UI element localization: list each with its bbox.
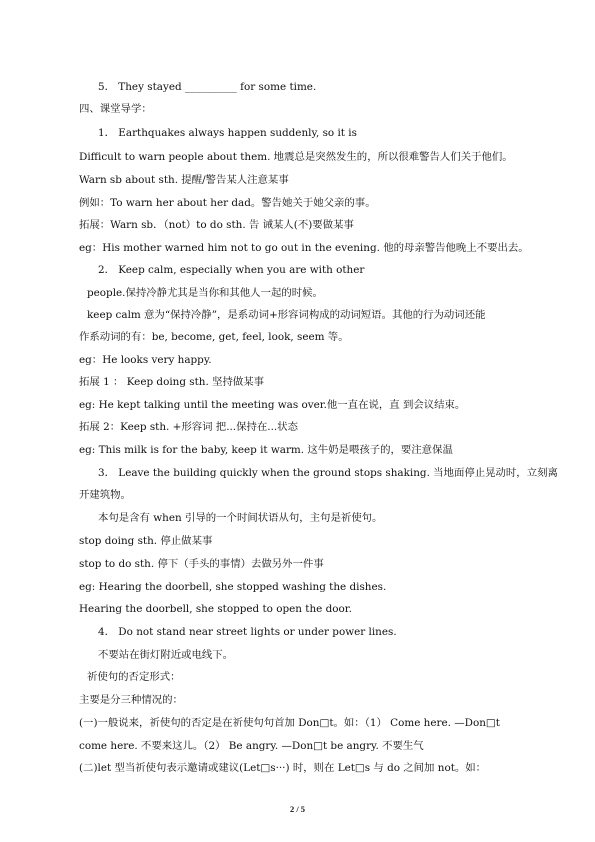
stop-eg-2: Hearing the doorbell, she stopped to open the door. [79,603,352,615]
point-3-sentence-cont: 开建筑物。 [79,489,131,501]
case-1-cont: come here. 不要来这儿。（2） Be angry. —Don□t be angry. 不要生气 [79,740,424,752]
warn-extension: 拓展：Warn sb．（not）to do sth. 告 诫某人(不)要做某事 [79,219,354,231]
point-2-sentence: 2． Keep calm, especially when you are with other [98,264,365,276]
point-3-note: 本句是含有 when 引导的一个时间状语从句，主句是祈使句。 [98,512,383,524]
extension-2-eg: eg: This milk is for the baby, keep it warm. 这牛奶是喂孩子的，要注意保温 [79,444,453,456]
point-1-sentence: 1． Earthquakes always happen suddenly, so it is [98,127,357,139]
exercise-5: 5． They stayed __________ for some time. [98,81,317,93]
keep-calm-note: keep calm 意为“保持冷静”，是系动词+形容词构成的动词短语。其他的行为动词还能 [87,309,486,321]
page-number: 2 / 5 [289,804,306,814]
point-4-sentence: 4． Do not stand near street lights or under power lines. [98,626,397,638]
extension-2: 拓展 2：Keep sth. +形容词 把...保持在...状态 [79,421,298,433]
point-3-sentence: 3． Leave the building quickly when the ground stops shaking. 当地面停止晃动时，立刻离 [98,467,558,479]
extension-1: 拓展 1 ： Keep doing sth. 坚持做某事 [79,376,265,388]
negative-form-heading: 祈使句的否定形式： [87,671,181,683]
warn-phrase: Warn sb about sth. 提醒/警告某人注意某事 [79,174,289,186]
case-1: (一)一般说来，祈使句的否定是在祈使句句首加 Don□t。如：（1） Come here. —Don□t [79,717,500,729]
stop-doing: stop doing sth. 停止做某事 [79,535,213,547]
section-heading: 四、课堂导学： [79,103,152,115]
warn-example: 例如：To warn her about her dad。警告她关于她父亲的事。 [79,197,376,209]
point-1-translation: Difficult to warn people about them. 地震总是突然发生的，所以很难警告人们关于他们。 [79,151,513,163]
point-2-translation: people.保持冷静尤其是当你和其他人一起的时候。 [87,287,323,299]
stop-eg-1: eg: Hearing the doorbell, she stopped washing the dishes. [79,581,387,593]
looks-eg: eg：He looks very happy. [79,354,212,366]
case-2: (二)let 型当祈使句表示邀请或建议(Let□s···) 时，则在 Let□s 与 do 之间加 not。如： [79,762,487,774]
three-cases: 主要是分三种情况的： [79,694,183,706]
extension-1-eg: eg: He kept talking until the meeting was over.他一直在说，直 到会议结束。 [79,399,466,411]
keep-calm-note-cont: 作系动词的有：be, become, get, feel, look, seem 等。 [79,331,349,343]
stop-to-do: stop to do sth. 停下（手头的事情）去做另外一件事 [79,558,324,570]
warn-eg: eg：His mother warned him not to go out in the evening. 他的母亲警告他晚上不要出去。 [79,242,529,254]
point-4-translation: 不要站在街灯附近或电线下。 [98,649,234,661]
